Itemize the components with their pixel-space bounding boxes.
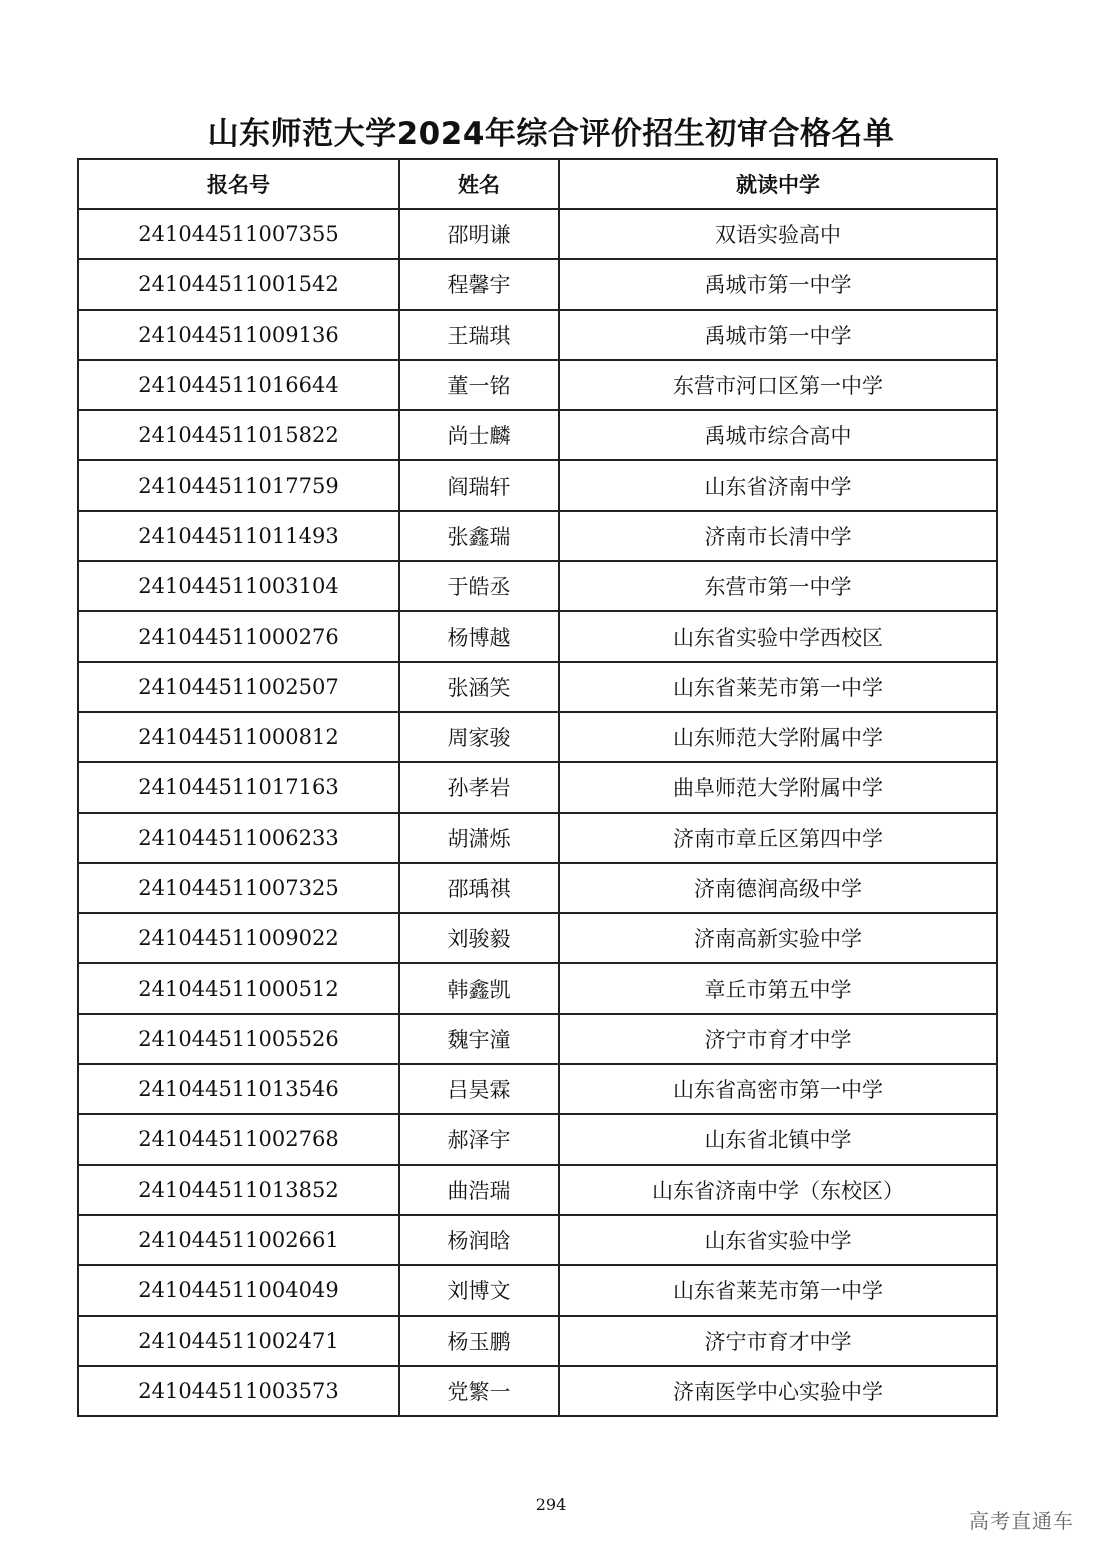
cell-school: 山东省莱芜市第一中学 [559, 1265, 997, 1315]
table-row [78, 460, 997, 510]
cell-registration-number: 241044511007325 [78, 863, 399, 913]
cell-school: 济南市长清中学 [559, 511, 997, 561]
cell-name: 王瑞琪 [399, 310, 559, 360]
cell-registration-number: 241044511013852 [78, 1165, 399, 1215]
cell-school: 章丘市第五中学 [559, 963, 997, 1013]
cell-school: 山东省济南中学 [559, 460, 997, 510]
cell-name: 邵明谦 [399, 209, 559, 259]
cell-registration-number: 241044511007355 [78, 209, 399, 259]
cell-name: 魏宇潼 [399, 1014, 559, 1064]
cell-registration-number: 241044511017163 [78, 762, 399, 812]
table-row [78, 762, 997, 812]
cell-registration-number: 241044511017759 [78, 460, 399, 510]
watermark: 高考直通车 [969, 1509, 1074, 1533]
cell-name: 孙孝岩 [399, 762, 559, 812]
cell-school: 禹城市综合高中 [559, 410, 997, 460]
cell-school: 曲阜师范大学附属中学 [559, 762, 997, 812]
table-row [78, 712, 997, 762]
page-number: 294 [535, 1495, 567, 1514]
cell-name: 董一铭 [399, 360, 559, 410]
cell-registration-number: 241044511001542 [78, 259, 399, 309]
table-row [78, 1215, 997, 1265]
cell-registration-number: 241044511002768 [78, 1114, 399, 1164]
cell-name: 刘骏毅 [399, 913, 559, 963]
cell-name: 阎瑞轩 [399, 460, 559, 510]
table-row [78, 410, 997, 460]
header-name: 姓名 [399, 159, 559, 209]
table-row [78, 1014, 997, 1064]
cell-registration-number: 241044511011493 [78, 511, 399, 561]
cell-school: 山东省北镇中学 [559, 1114, 997, 1164]
cell-registration-number: 241044511002471 [78, 1316, 399, 1366]
cell-registration-number: 241044511005526 [78, 1014, 399, 1064]
cell-registration-number: 241044511002507 [78, 662, 399, 712]
cell-school: 济南医学中心实验中学 [559, 1366, 997, 1416]
cell-name: 于皓丞 [399, 561, 559, 611]
document-title: 山东师范大学2024年综合评价招生初审合格名单 [207, 116, 895, 152]
table-row [78, 662, 997, 712]
cell-registration-number: 241044511000812 [78, 712, 399, 762]
cell-name: 杨玉鹏 [399, 1316, 559, 1366]
cell-school: 山东省济南中学（东校区） [559, 1165, 997, 1215]
table-row [78, 863, 997, 913]
table-row [78, 209, 997, 259]
admission-list-table [77, 158, 998, 1417]
table-header-row [78, 159, 997, 209]
cell-name: 党繁一 [399, 1366, 559, 1416]
cell-school: 济宁市育才中学 [559, 1014, 997, 1064]
table-row [78, 1366, 997, 1416]
cell-school: 济宁市育才中学 [559, 1316, 997, 1366]
cell-name: 韩鑫凯 [399, 963, 559, 1013]
cell-school: 东营市第一中学 [559, 561, 997, 611]
cell-name: 杨润晗 [399, 1215, 559, 1265]
cell-school: 东营市河口区第一中学 [559, 360, 997, 410]
cell-school: 济南德润高级中学 [559, 863, 997, 913]
cell-registration-number: 241044511003573 [78, 1366, 399, 1416]
cell-school: 济南高新实验中学 [559, 913, 997, 963]
table-row [78, 360, 997, 410]
cell-name: 杨博越 [399, 611, 559, 661]
cell-registration-number: 241044511003104 [78, 561, 399, 611]
header-school: 就读中学 [559, 159, 997, 209]
cell-registration-number: 241044511000276 [78, 611, 399, 661]
cell-name: 程馨宇 [399, 259, 559, 309]
cell-name: 张鑫瑞 [399, 511, 559, 561]
cell-school: 山东省莱芜市第一中学 [559, 662, 997, 712]
cell-name: 郝泽宇 [399, 1114, 559, 1164]
table-row [78, 1114, 997, 1164]
table-row [78, 259, 997, 309]
table-row [78, 813, 997, 863]
table-row [78, 310, 997, 360]
cell-registration-number: 241044511000512 [78, 963, 399, 1013]
table-row [78, 963, 997, 1013]
table-row [78, 1064, 997, 1114]
cell-name: 邵瑀祺 [399, 863, 559, 913]
cell-name: 刘博文 [399, 1265, 559, 1315]
header-registration-number: 报名号 [78, 159, 399, 209]
cell-school: 双语实验高中 [559, 209, 997, 259]
cell-registration-number: 241044511016644 [78, 360, 399, 410]
cell-school: 济南市章丘区第四中学 [559, 813, 997, 863]
table-row [78, 511, 997, 561]
table-body [78, 209, 997, 1416]
cell-name: 张涵笑 [399, 662, 559, 712]
table-row [78, 1165, 997, 1215]
cell-school: 禹城市第一中学 [559, 310, 997, 360]
cell-name: 尚士麟 [399, 410, 559, 460]
cell-name: 吕昊霖 [399, 1064, 559, 1114]
table-row [78, 1316, 997, 1366]
cell-school: 山东省实验中学西校区 [559, 611, 997, 661]
cell-registration-number: 241044511002661 [78, 1215, 399, 1265]
cell-name: 曲浩瑞 [399, 1165, 559, 1215]
cell-registration-number: 241044511009136 [78, 310, 399, 360]
cell-school: 禹城市第一中学 [559, 259, 997, 309]
cell-name: 周家骏 [399, 712, 559, 762]
cell-registration-number: 241044511009022 [78, 913, 399, 963]
cell-school: 山东省实验中学 [559, 1215, 997, 1265]
cell-registration-number: 241044511015822 [78, 410, 399, 460]
table-row [78, 1265, 997, 1315]
cell-registration-number: 241044511004049 [78, 1265, 399, 1315]
cell-school: 山东省高密市第一中学 [559, 1064, 997, 1114]
cell-school: 山东师范大学附属中学 [559, 712, 997, 762]
table-row [78, 611, 997, 661]
cell-name: 胡潇烁 [399, 813, 559, 863]
cell-registration-number: 241044511013546 [78, 1064, 399, 1114]
cell-registration-number: 241044511006233 [78, 813, 399, 863]
table-row [78, 913, 997, 963]
table-row [78, 561, 997, 611]
